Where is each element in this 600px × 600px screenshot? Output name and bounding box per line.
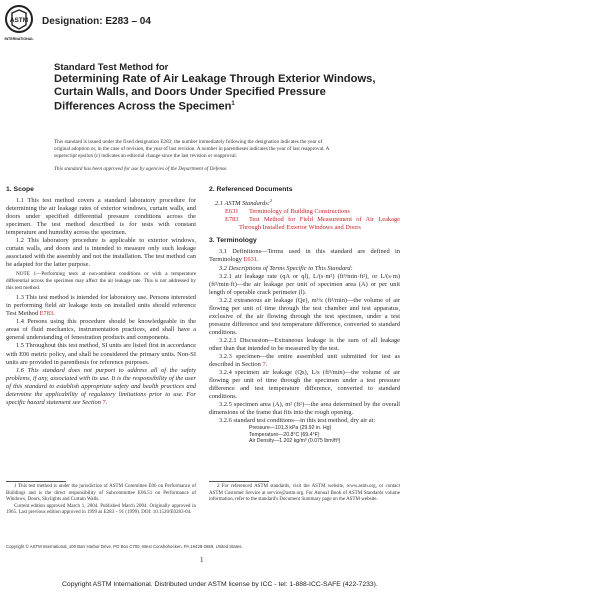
para-3-2-6: 3.2.6 standard test conditions—in this test method, dry air at: — [219, 417, 376, 425]
notice-line-1: This standard is issued under the fixed designation E283; the number immediately following the designation indicates the year of — [54, 139, 323, 145]
notice-line-2: original adoption or, in the case of revision, the year of last revision. A number in parentheses indicates the year of last reapproval. A — [54, 146, 330, 153]
para-1-2: 1.2 This laboratory procedure is applicable to exterior windows, curtain walls, and doors and is intended to measure only such leakage associated with the assembly and not the installation. The test method can be adapted for the latter purpose. — [6, 237, 196, 269]
para-3-1-text: 3.1 Definitions—Terms used in this standard are defined in Terminology — [209, 248, 400, 264]
page-number: 1 — [200, 556, 204, 564]
para-3-2-3: 3.2.3 specimen—the entire assembled unit submitted for test as described in Section 7. — [209, 353, 400, 369]
astm-logo-icon — [4, 4, 34, 42]
para-3-1: 3.1 Definitions—Terms used in this standard are defined in Terminology E631. — [209, 248, 400, 264]
ref-link-section-7b[interactable]: 7 — [262, 361, 266, 369]
condition-air-density: Air Density—1.202 kg/m³ (0.075 lbm/ft³) — [249, 438, 341, 445]
para-3-2-4: 3.2.4 specimen air leakage (Qs), L/s (ft³/min)—the volume of air flowing per unit of time through the specimen under a test pressure difference and test temperature difference, converted to standard conditions. — [209, 369, 400, 401]
para-3-2-2-1: 3.2.2.1 Discussion—Extraneous leakage is the sum of all leakage other than that intended to be measured by the test. — [209, 336, 400, 352]
ref-e631-number[interactable]: E631 — [225, 208, 239, 216]
section-1-heading: 1. Scope — [6, 186, 34, 193]
astm-logo — [4, 4, 34, 42]
para-1-1: 1.1 This test method covers a standard laboratory procedure for determining the air leakage rates of exterior windows, curtain walls, and doors under specified differential pressure conditions across the specimen. The test method described is for tests with constant temperature and humidity across the specimen. — [6, 197, 196, 237]
approval-notice: This standard has been approved for use by agencies of the Department of Defense. — [54, 166, 228, 172]
astm-standards-mark: 2 — [269, 198, 273, 204]
svg-text:ASTM: ASTM — [9, 17, 29, 24]
astm-standards-heading — [209, 197, 400, 208]
footnote-1-line-1: 1 This test method is under the jurisdiction of ASTM Committee E06 on Performance of Buildings and is the direct responsibility of Subcommittee E06.51 on Performance of Windows, Doors, Skylights and Curtain Walls. — [6, 484, 196, 503]
ref-link-section-7[interactable]: 7 — [102, 398, 106, 406]
ref-e783-number[interactable]: E783 — [225, 216, 239, 224]
para-3-2-2: 3.2.2 extraneous air leakage (Qe), m³/s (ft³/min)—the volume of air flowing per unit of time through the test chamber and test apparatus, exclusive of the air flowing through the test specimen, under a test pressure difference and test temperature difference, converted to standard conditions. — [209, 296, 400, 336]
para-3-2-5: 3.2.5 specimen area (A), m² (ft²)—the area determined by the overall dimensions of the frame that fits into the rough opening. — [209, 401, 400, 417]
left-column — [6, 186, 196, 407]
standard-notice — [54, 139, 514, 161]
para-1-6: 1.6 This standard does not purport to address all of the safety problems, if any, associated with its use. It is the responsibility of the user of this standard to establish appropriate safety and health practices and determine the applicability of regulatory limitations prior to use. For specific hazard statement see Section 7. — [6, 366, 196, 406]
notice-line-3: superscript epsilon (ε) indicates an editorial change since the last revision or reapproval. — [54, 153, 237, 160]
distribution-notice: Copyright ASTM International. Distributed under ASTM license by ICC - tel: 1-888-ICC-SAFE (422-7233). — [62, 581, 378, 588]
title-footnote-mark: 1 — [231, 101, 235, 108]
section-2-heading: 2. Referenced Documents — [209, 186, 293, 193]
ref-e783[interactable] — [209, 216, 400, 232]
right-footnote-rule — [209, 481, 269, 482]
ref-link-e783[interactable]: E783 — [39, 310, 54, 318]
para-1-4: 1.4 Persons using this procedure should be knowledgeable in the areas of fluid mechanics, instrumentation practices, and shall have a general understanding of fenestration products and components. — [6, 318, 196, 342]
para-1-5: 1.5 Throughout this test method, SI units are listed first in accordance with E06 metric policy, and shall be considered the primary units. Non-SI units are provided in parenthesis for reference purposes. — [6, 342, 196, 366]
title-line-1: Standard Test Method for — [54, 62, 169, 73]
condition-pressure: Pressure—101.3 kPa (29.92 in. Hg) — [249, 425, 332, 432]
para-3-2-3-text: 3.2.3 specimen—the entire assembled unit submitted for test as described in Section — [209, 353, 400, 369]
ref-link-e631[interactable]: E631 — [243, 256, 258, 264]
para-1-3: 1.3 This test method is intended for laboratory use. Persons interested in performing field air leakage tests on installed units should reference Test Method E783. — [6, 294, 196, 318]
ref-e631[interactable] — [209, 208, 400, 216]
condition-temperature: Temperature—20.8°C (69.4°F) — [249, 431, 320, 438]
para-1-6-text: 1.6 This standard does not purport to address all of the safety problems, if any, associated with its use. It is the responsibility of the user of this standard to establish appropriate safety and health practices and determine the applicability of regulatory limitations prior to use. For specific hazard statement see Section — [6, 366, 196, 406]
title-line-3: Curtain Walls, and Doors Under Specified Pressure — [54, 85, 326, 98]
section-3-heading: 3. Terminology — [209, 237, 257, 245]
document-title — [54, 62, 514, 114]
footnote-1-line-2: Current edition approved March 1, 2004. Published March 2004. Originally approved in 1965. Last previous edition approved in 1999 as E283 – 91 (1999). DOI: 10.1520/E0283-04. — [6, 503, 196, 516]
left-footnote — [6, 484, 196, 517]
ref-e631-title[interactable]: Terminology of Building Constructions — [249, 208, 350, 216]
copyright-line: Copyright © ASTM International, 100 Barr Harbor Drive, PO Box C700, West Conshohocken, PA 19428-2959, United States. — [6, 544, 243, 549]
astm-standards-label: 2.1 ASTM Standards: — [215, 200, 270, 208]
para-3-2: 3.2 Descriptions of Terms Specific to This Standard: — [219, 264, 353, 272]
para-1-3-text: 1.3 This test method is intended for laboratory use. Persons interested in performing field air leakage tests on installed units should reference Test Method — [6, 294, 196, 318]
para-3-2-1: 3.2.1 air leakage rate (qA or ql), L/(s·m²) (ft³/min·ft²), or L/(s·m) (ft³/min·ft)—the air leakage per unit of specimen area (A) or per unit length of operable crack perimeter (l). — [209, 272, 400, 296]
left-footnote-rule — [6, 481, 66, 482]
title-line-4: Differences Across the Specimen — [54, 100, 232, 113]
standard-conditions — [209, 425, 400, 445]
logo-text: INTERNATIONAL — [4, 37, 34, 41]
designation: Designation: E283 – 04 — [42, 16, 151, 27]
right-column — [209, 186, 400, 445]
ref-e783-title[interactable]: Test Method for Field Measurement of Air Leakage Through Installed Exterior Windows and Doors — [239, 216, 400, 232]
note-1: NOTE 1—Performing tests at non-ambient conditions or with a temperature differential across the specimen may affect the air leakage rate. This is not addressed by this test method. — [6, 271, 196, 292]
right-footnote — [209, 484, 400, 504]
title-line-2: Determining Rate of Air Leakage Through Exterior Windows, — [54, 73, 376, 85]
footnote-2: 2 For referenced ASTM standards, visit the ASTM website, www.astm.org, or contact ASTM Customer Service at service@astm.org. For Annual Book of ASTM Standards volume information, refer to the standard's Document Summary page on the ASTM website. — [209, 484, 400, 503]
